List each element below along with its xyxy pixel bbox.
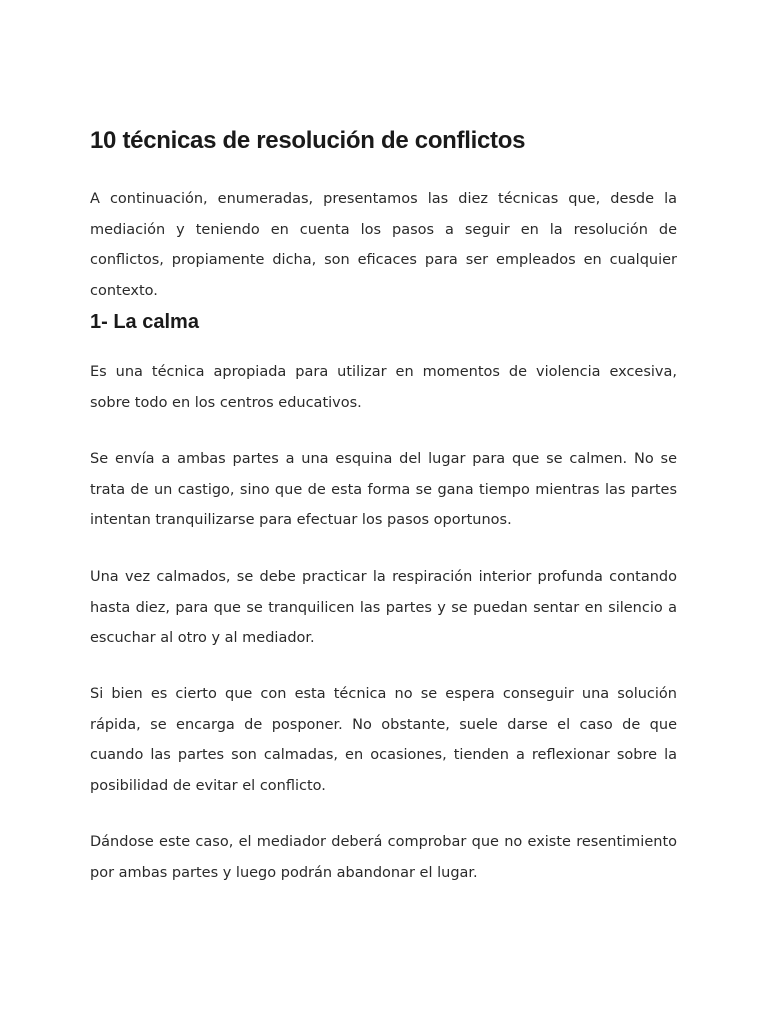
paragraph-3: Una vez calmados, se debe practicar la respiración interior profunda contando hasta diez, para que se tranquilicen las partes y se puedan sentar en silencio a escuchar al otro y al mediador.	[90, 569, 677, 646]
paragraph-2: Se envía a ambas partes a una esquina del lugar para que se calmen. No se trata de un castigo, sino que de esta forma se gana tiempo mientras las partes intentan tranquilizarse para efectuar los pasos oportunos.	[90, 451, 677, 528]
section-heading: 1- La calma	[90, 311, 199, 333]
paragraph-4: Si bien es cierto que con esta técnica no se espera conseguir una solución rápida, se encarga de posponer. No obstante, suele darse el caso de que cuando las partes son calmadas, en ocasiones, tienden a reflexionar sobre la posibilidad de evitar el conflicto.	[90, 686, 677, 794]
document-title: 10 técnicas de resolución de conflictos	[90, 127, 526, 154]
intro-paragraph: A continuación, enumeradas, presentamos las diez técnicas que, desde la mediación y teniendo en cuenta los pasos a seguir en la resolución de conflictos, propiamente dicha, son eficaces para ser empleados en cualquier contexto.	[90, 191, 677, 299]
paragraph-5: Dándose este caso, el mediador deberá comprobar que no existe resentimiento por ambas partes y luego podrán abandonar el lugar.	[90, 834, 677, 881]
paragraph-1: Es una técnica apropiada para utilizar en momentos de violencia excesiva, sobre todo en los centros educativos.	[90, 364, 677, 411]
